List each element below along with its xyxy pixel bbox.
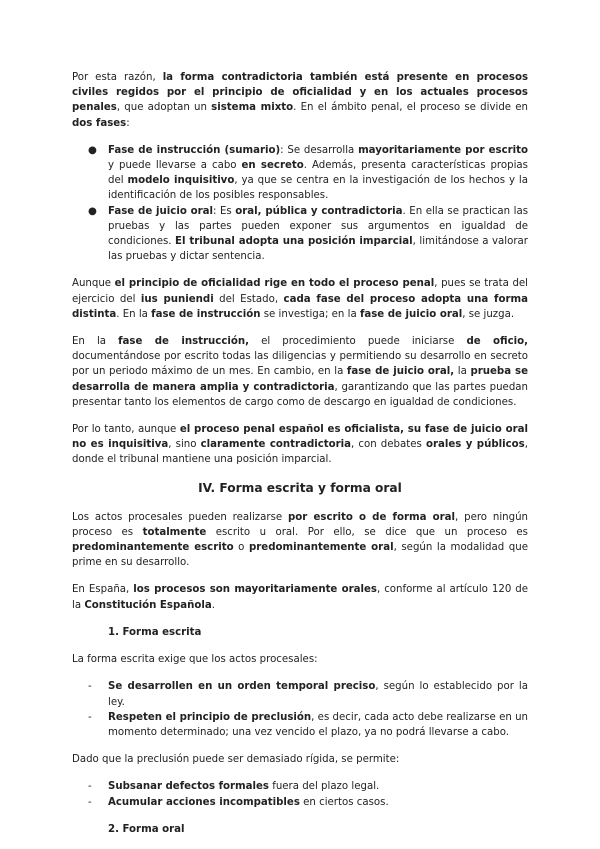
bold-text: la forma contradictoria también está presente en procesos civiles regidos por el principio de oficialidad y en los actuales procesos penales bbox=[72, 72, 529, 114]
written-requirements-list bbox=[72, 679, 528, 740]
bold-text: fase de instrucción, bbox=[118, 336, 249, 348]
bold-text: predominantemente oral bbox=[248, 542, 394, 554]
actos-procesales-paragraph bbox=[72, 510, 528, 571]
bold-text: modelo inquisitivo bbox=[127, 175, 235, 187]
text-run: : bbox=[126, 117, 130, 129]
list-item bbox=[72, 779, 528, 794]
bold-text: ius puniendi bbox=[140, 293, 214, 305]
text-run: , limitándose a valorar las pruebas y dictar sentencia. bbox=[108, 236, 528, 263]
bold-text: Subsanar defectos formales bbox=[108, 781, 269, 793]
bold-text: Se desarrollen en un orden temporal preciso bbox=[108, 681, 376, 693]
bold-text: en secreto bbox=[241, 160, 304, 172]
bold-text: fase de instrucción bbox=[151, 308, 261, 320]
text-run: documentándose por escrito todas las diligencias y permitiendo su desarrollo en secreto por un periodo máximo de un mes. En cambio, en la bbox=[72, 351, 528, 378]
text-run: En la bbox=[72, 336, 119, 348]
text-run: escrito u oral. Por ello, se dice que un proceso es bbox=[206, 526, 528, 538]
preclusion-paragraph bbox=[72, 752, 528, 767]
text-run: , pero ningún proceso es bbox=[72, 511, 528, 538]
text-run: fuera del plazo legal. bbox=[269, 781, 380, 793]
bold-text: de oficio, bbox=[466, 336, 528, 348]
text-run: . Además, presenta características propias del bbox=[108, 160, 528, 187]
text-run: . En ella se practican las pruebas y las partes pueden exponer sus argumentos en igualdad de condiciones. bbox=[108, 205, 529, 248]
text-run: , es decir, cada acto debe realizarse en un momento determinado; una vez vencido el plazo, ya no podrá llevarse a cabo. bbox=[108, 711, 528, 738]
text-run: , pues se trata del ejercicio del bbox=[72, 278, 529, 305]
list-item bbox=[72, 679, 528, 709]
bold-text: el proceso penal español es oficialista, su fase de juicio oral no es inquisitiva bbox=[72, 424, 528, 451]
text-run: , según la modalidad que prime en su desarrollo. bbox=[72, 542, 528, 569]
bold-text: orales y públicos bbox=[425, 439, 525, 451]
sub-heading-forma-escrita: 1. Forma escrita bbox=[108, 626, 202, 638]
text-run: la bbox=[454, 366, 471, 378]
bold-text: los procesos son mayoritariamente orales bbox=[133, 584, 377, 596]
document-page bbox=[72, 70, 528, 849]
bold-text: fase de juicio oral, bbox=[346, 366, 455, 378]
text-run: . bbox=[211, 599, 215, 611]
text-run: , con debates bbox=[351, 439, 426, 451]
text-run: , garantizando que las partes puedan presentar tanto los elementos de cargo como de descargo en igualdad de condiciones. bbox=[72, 381, 528, 408]
text-run: en ciertos casos. bbox=[299, 796, 389, 808]
list-marker: - bbox=[88, 681, 92, 693]
bold-text: totalmente bbox=[142, 526, 207, 538]
text-run: : Es bbox=[213, 205, 236, 217]
bold-text: sistema mixto bbox=[211, 102, 294, 114]
list-item bbox=[72, 710, 528, 740]
list-marker: - bbox=[88, 781, 92, 793]
list-item bbox=[72, 204, 528, 265]
text-run: Aunque bbox=[72, 278, 115, 290]
text-run: , donde el tribunal mantiene una posición imparcial. bbox=[72, 439, 528, 466]
bold-text: cada fase del proceso adopta una forma distinta bbox=[72, 293, 529, 320]
text-run: , según lo establecido por la ley. bbox=[108, 681, 528, 708]
list-item bbox=[72, 143, 528, 204]
list-marker: ● bbox=[88, 205, 97, 217]
text-run: el procedimiento puede iniciarse bbox=[249, 336, 467, 348]
instruccion-paragraph bbox=[72, 334, 528, 410]
bold-text: el principio de oficialidad rige en todo el proceso penal bbox=[114, 278, 435, 290]
intro-paragraph bbox=[72, 70, 528, 131]
text-run: Por esta razón, bbox=[72, 72, 163, 83]
text-run: : Se desarrolla bbox=[280, 144, 359, 156]
bold-text: claramente contradictoria bbox=[200, 439, 352, 451]
conclusion-paragraph bbox=[72, 422, 528, 468]
text-run: . En el ámbito penal, el proceso se divide en bbox=[293, 102, 529, 114]
bold-text: Respeten el principio de preclusión bbox=[108, 711, 312, 723]
text-run: , se juzga. bbox=[462, 308, 515, 320]
forma-escrita-intro bbox=[72, 652, 528, 667]
text-run: Por lo tanto, aunque bbox=[72, 424, 180, 436]
flexibility-list bbox=[72, 779, 528, 809]
text-run: Dado que la preclusión puede ser demasiado rígida, se permite: bbox=[72, 754, 400, 766]
text-run: , conforme al artículo 120 de la bbox=[72, 584, 528, 611]
bold-text: por escrito o de forma oral bbox=[288, 511, 456, 523]
bold-text: fase de juicio oral bbox=[359, 308, 463, 320]
bold-text: Acumular acciones incompatibles bbox=[108, 796, 300, 808]
list-marker: ● bbox=[88, 144, 97, 156]
text-run: La forma escrita exige que los actos procesales: bbox=[72, 654, 318, 666]
bold-text: dos fases bbox=[72, 117, 127, 129]
text-run: se investiga; en la bbox=[260, 308, 360, 320]
text-run: En España, bbox=[72, 584, 134, 596]
bold-text: oral, pública y contradictoria bbox=[235, 205, 403, 217]
oficialidad-paragraph bbox=[72, 276, 528, 322]
text-run: , sino bbox=[168, 439, 201, 451]
text-run: Los actos procesales pueden realizarse bbox=[72, 511, 288, 523]
list-marker: - bbox=[88, 711, 92, 723]
phase-list bbox=[72, 143, 528, 265]
text-run: , ya que se centra en la investigación de los hechos y la identificación de los posibles responsables. bbox=[108, 175, 528, 202]
bold-text: prueba se desarrolla de manera amplia y contradictoria bbox=[72, 366, 528, 393]
text-run: o bbox=[233, 542, 249, 554]
sub-heading-forma-oral: 2. Forma oral bbox=[108, 823, 185, 835]
bold-text: predominantemente escrito bbox=[72, 542, 234, 554]
bold-text: Fase de instrucción (sumario) bbox=[108, 144, 281, 156]
bold-text: El tribunal adopta una posición imparcial bbox=[175, 236, 413, 248]
list-marker: - bbox=[88, 796, 92, 808]
text-run: . En la bbox=[116, 308, 152, 320]
bold-text: mayoritariamente por escrito bbox=[358, 144, 528, 156]
text-run: y puede llevarse a cabo bbox=[108, 160, 242, 172]
text-run: , que adoptan un bbox=[116, 102, 212, 114]
espana-paragraph bbox=[72, 582, 528, 612]
bold-text: Constitución Española bbox=[84, 599, 212, 611]
list-item bbox=[72, 795, 528, 810]
text-run: del Estado, bbox=[213, 293, 284, 305]
bold-text: Fase de juicio oral bbox=[108, 205, 214, 217]
section-heading: IV. Forma escrita y forma oral bbox=[198, 480, 402, 495]
